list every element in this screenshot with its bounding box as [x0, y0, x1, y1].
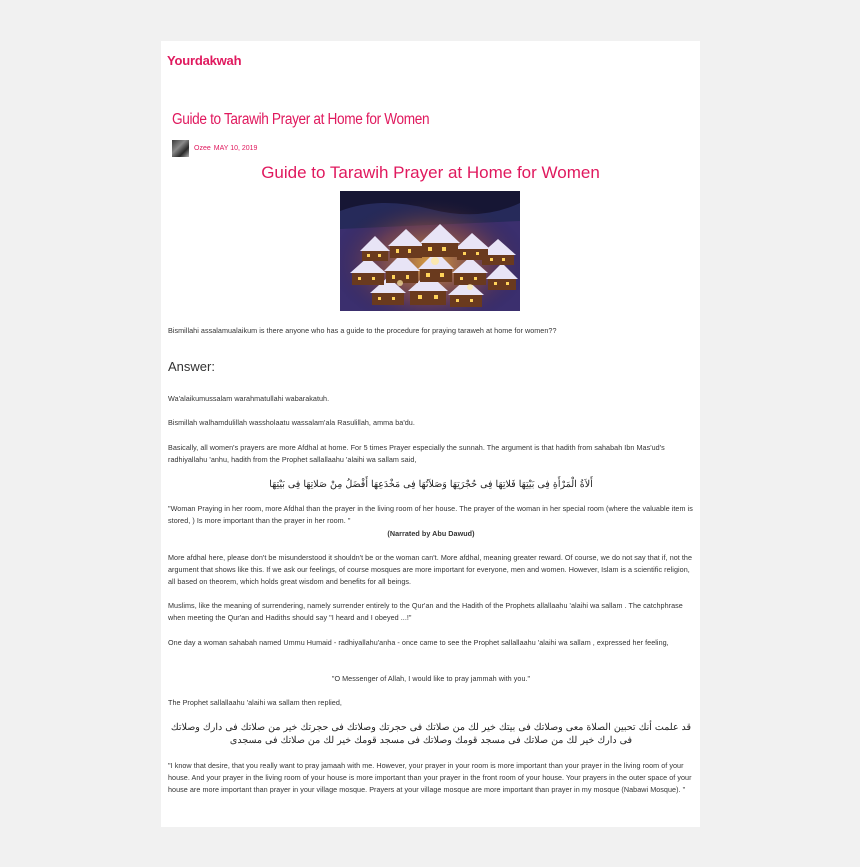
article-heading: Guide to Tarawih Prayer at Home for Women: [261, 163, 600, 182]
arabic-hadith-1: أَلاَةُ الْمَرْأَةِ فِى بَيْتِهَا فَلاتِهَا فِى حُجْرَتِهَا وَصَلاَتُهَا فِى مَخْدَعِهَا أَفْضَلُ مِنْ صَلاتِهَا فِى بَيْتِهَا: [269, 479, 593, 490]
post-meta: [172, 140, 257, 157]
narration-source: (Narrated by Abu Dawud): [387, 529, 475, 538]
paragraph-muslims: Muslims, like the meaning of surrendering, namely surrender entirely to the Qur'an and the Hadith of the Prophets allallaahu 'alaihi wa sallam . The catchphrase when meeting the Qur'an and Hadiths should say "I heard and I obeyed ...!": [168, 601, 683, 622]
author-avatar[interactable]: [172, 140, 189, 157]
hero-image-graphic: [340, 191, 520, 311]
paragraph-bismillah: Bismillah walhamdulillah wassholaatu wassalam'ala Rasulillah, amma ba'du.: [168, 418, 415, 427]
quote-messenger: "O Messenger of Allah, I would like to pray jammah with you.": [331, 674, 531, 683]
site-brand-link[interactable]: Yourdakwah: [167, 53, 242, 68]
paragraph-translation-1: "Woman Praying in her room, more Afdhal than the prayer in the living room of her house. The prayer of the woman in her special room (where the valuable item is stored, ) Is more important than the prayer in her room. ": [168, 504, 693, 525]
paragraph-prophet-replied: The Prophet sallallaahu 'alaihi wa sallam then replied,: [168, 698, 342, 707]
arabic-hadith-2: قد علمت أنك تحبين الصلاة معى وصلاتك فى بيتك خير لك من صلاتك فى حجرتك وصلاتك فى حجرتك خير من صلاتك فى دارك وصلاتك فى دارك خير لك من صلاتك فى مسجد قومك وصلاتك فى مسجد قومك خير لك من صلاتك فى مسجدى: [170, 722, 692, 746]
paragraph-afdhal: More afdhal here, please don't be misunderstood it shouldn't be or the woman can't. More afdhal, meaning greater reward. Of course, we do not say that if, not the argument that shows like this. If we ask our feelings, of course mosques are more important for everyone, men and women. However, Islam is a scientific religion, all based on theorem, which holds great wisdom and benefits for all beings.: [168, 553, 693, 586]
hero-image: [340, 191, 520, 311]
paragraph-ummu-humaid: One day a woman sahabah named Ummu Humaid - radhiyallahu'anha - once came to see the Prophet sallallaahu 'alaihi wa sallam , expressed her feeling,: [168, 638, 669, 647]
paragraph-translation-2: "I know that desire, that you really want to pray jamaah with me. However, your prayer in your room is more important than your prayer in the living room of your house. And your prayer in the living room of your house is more important than your prayer in the front room of your house. Your prayers in the outer space of your house are more important than prayer in your village mosque. Prayers at your village mosque are more important than prayer in my mosque (Nabawi Mosque). ": [168, 761, 692, 794]
paragraph-basically: Basically, all women's prayers are more Afdhal at home. For 5 times Prayer especially the sunnah. The argument is that hadith from sahabah Ibn Mas'ud's radhiyallahu 'anhu, hadith from the Prophet sallallaahu 'alaihi wa sallam said,: [168, 443, 665, 464]
page-card: [161, 41, 700, 827]
post-title[interactable]: Guide to Tarawih Prayer at Home for Women: [172, 111, 430, 128]
post-date: MAY 10, 2019: [213, 145, 258, 152]
paragraph-greeting: Wa'alaikumussalam warahmatullahi wabarakatuh.: [168, 394, 330, 403]
post-author-link[interactable]: Ozee: [194, 145, 211, 152]
post-meta-text: [194, 145, 257, 152]
question-paragraph: Bismillahi assalamualaikum is there anyone who has a guide to the procedure for praying taraweh at home for women??: [168, 326, 557, 335]
answer-heading: Answer:: [168, 359, 215, 374]
